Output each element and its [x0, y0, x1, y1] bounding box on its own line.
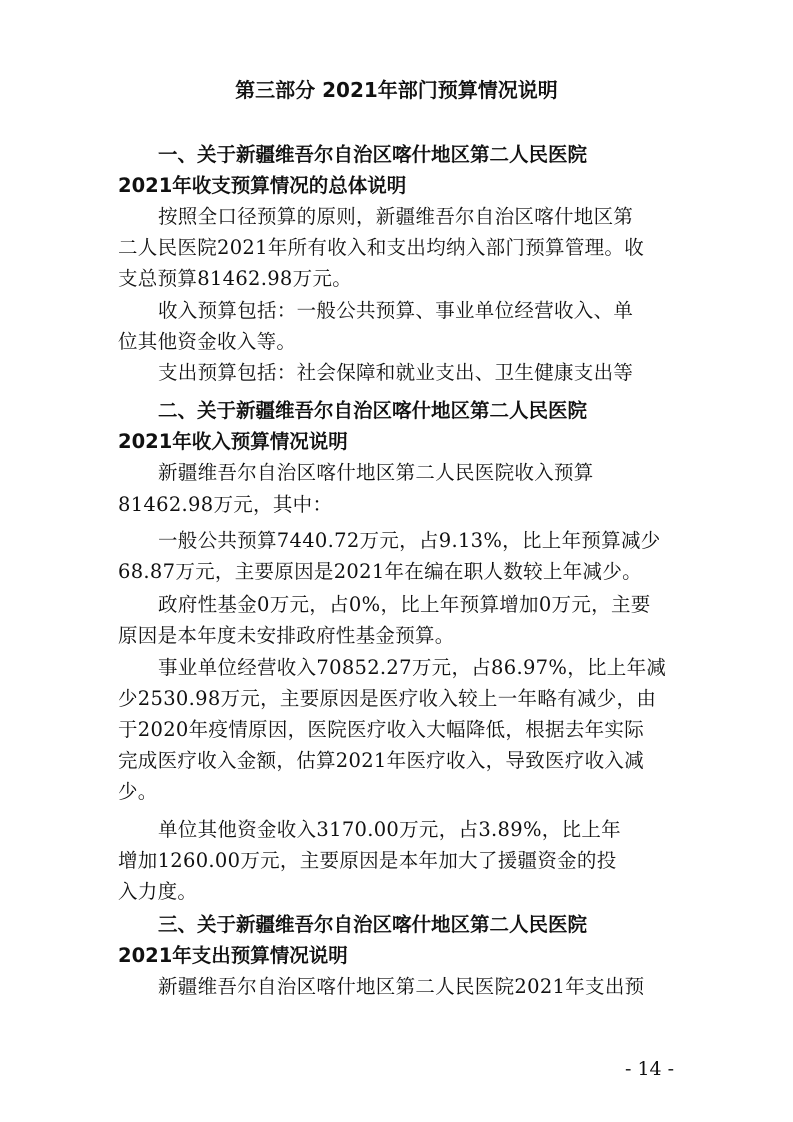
paragraph-7-line-5: 少。 — [118, 780, 158, 803]
section-3-heading-line-1: 三、关于新疆维吾尔自治区喀什地区第二人民医院 — [158, 913, 588, 936]
section-2-heading-line-2: 2021年收入预算情况说明 — [118, 430, 348, 453]
paragraph-3-line-1: 支出预算包括：社会保障和就业支出、卫生健康支出等 — [158, 361, 634, 384]
paragraph-7-line-2: 少2530.98万元，主要原因是医疗收入较上一年略有减少，由 — [118, 687, 657, 710]
paragraph-8-line-3: 入力度。 — [118, 880, 198, 903]
paragraph-4-line-2: 81462.98万元，其中： — [118, 493, 333, 516]
paragraph-6-line-2: 原因是本年度未安排政府性基金预算。 — [118, 624, 455, 647]
paragraph-6-line-1: 政府性基金0万元，占0%，比上年预算增加0万元，主要 — [158, 593, 651, 616]
paragraph-8-line-1: 单位其他资金收入3170.00万元，占3.89%，比上年 — [158, 818, 621, 841]
paragraph-5-line-1: 一般公共预算7440.72万元，占9.13%，比上年预算减少 — [158, 529, 661, 552]
paragraph-7-line-3: 于2020年疫情原因，医院医疗收入大幅降低，根据去年实际 — [118, 718, 645, 741]
section-1-heading-line-2: 2021年收支预算情况的总体说明 — [118, 174, 407, 197]
paragraph-2-line-2: 位其他资金收入等。 — [118, 330, 297, 353]
section-2-heading-line-1: 二、关于新疆维吾尔自治区喀什地区第二人民医院 — [158, 399, 588, 422]
section-3-heading-line-2: 2021年支出预算情况说明 — [118, 944, 348, 967]
paragraph-2-line-1: 收入预算包括：一般公共预算、事业单位经营收入、单 — [158, 299, 634, 322]
page-number: - 14 - — [625, 1058, 675, 1080]
paragraph-4-line-1: 新疆维吾尔自治区喀什地区第二人民医院收入预算 — [158, 461, 594, 484]
paragraph-7-line-4: 完成医疗收入金额，估算2021年医疗收入，导致医疗收入减 — [118, 749, 645, 772]
page-title: 第三部分 2021年部门预算情况说明 — [235, 78, 558, 102]
paragraph-1-line-1: 按照全口径预算的原则，新疆维吾尔自治区喀什地区第 — [158, 205, 634, 228]
paragraph-1-line-3: 支总预算81462.98万元。 — [118, 267, 353, 290]
paragraph-8-line-2: 增加1260.00万元，主要原因是本年加大了援疆资金的投 — [118, 849, 617, 872]
paragraph-9-line-1: 新疆维吾尔自治区喀什地区第二人民医院2021年支出预 — [158, 975, 645, 998]
paragraph-5-line-2: 68.87万元，主要原因是2021年在编在职人数较上年减少。 — [118, 560, 642, 583]
section-1-heading-line-1: 一、关于新疆维吾尔自治区喀什地区第二人民医院 — [158, 143, 588, 166]
paragraph-7-line-1: 事业单位经营收入70852.27万元，占86.97%，比上年减 — [158, 656, 667, 679]
paragraph-1-line-2: 二人民医院2021年所有收入和支出均纳入部门预算管理。收 — [118, 236, 645, 259]
